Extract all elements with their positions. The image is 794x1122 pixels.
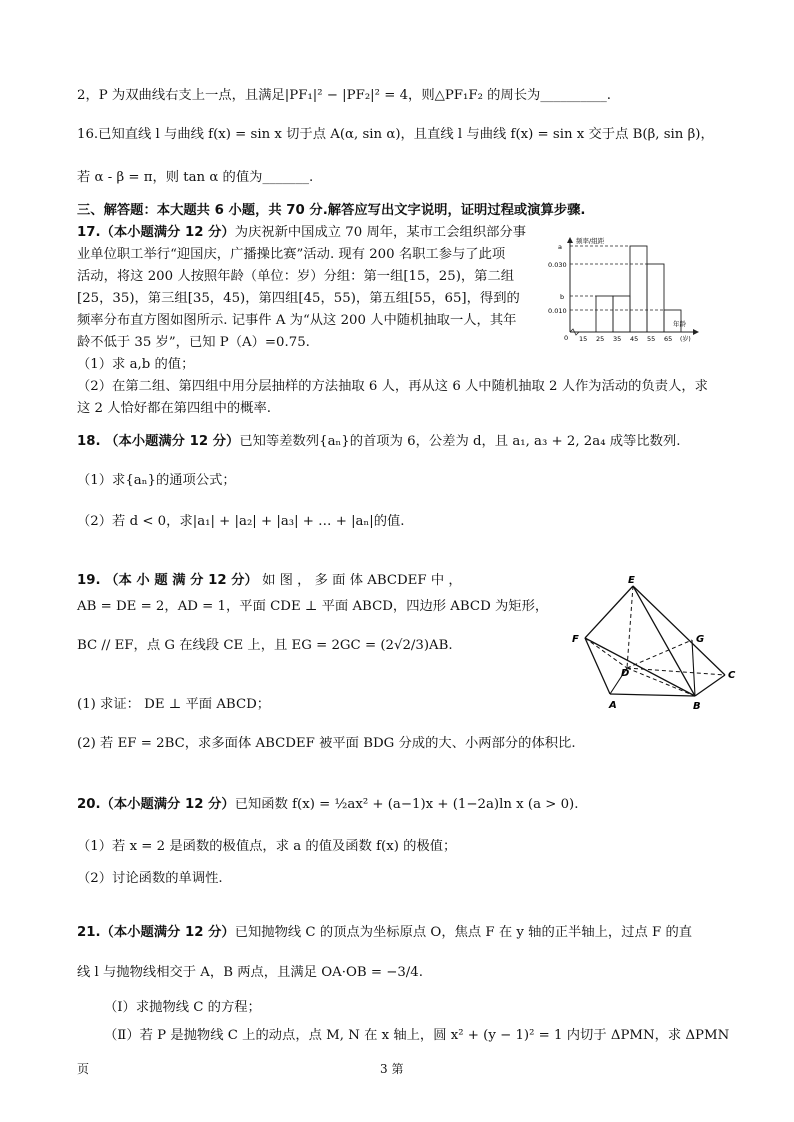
q17-line1: 17.（本小题满分 12 分）为庆祝新中国成立 70 周年，某市工会组织部分事 bbox=[77, 225, 527, 240]
label-C: C bbox=[728, 670, 736, 681]
label-E: E bbox=[628, 575, 635, 586]
histogram-ylabel: 频率/组距 bbox=[576, 237, 605, 245]
ytick-0030: 0.030 bbox=[548, 261, 567, 269]
histogram-xunit: (岁) bbox=[680, 336, 691, 343]
q19-line3: BC // EF，点 G 在线段 CE 上，且 EG = 2GC = (2√2/3)AB. bbox=[77, 638, 453, 653]
label-B: B bbox=[693, 701, 701, 712]
label-G: G bbox=[696, 634, 705, 645]
edge-AB bbox=[610, 694, 695, 696]
q17-part2-line2: 这 2 人恰好都在第四组中的概率. bbox=[77, 401, 271, 416]
q18-heading: 18. （本小题满分 12 分） bbox=[77, 434, 240, 449]
q17-heading: 17.（本小题满分 12 分） bbox=[77, 225, 235, 240]
q18-line1: 18. （本小题满分 12 分）已知等差数列{aₙ}的首项为 6，公差为 d，且 a₁, a₃ + 2, 2a₄ 成等比数列. bbox=[77, 434, 681, 449]
q16-line1: 16.已知直线 l 与曲线 f(x) = sin x 切于点 A(α, sin α)，且直线 l 与曲线 f(x) = sin x 交于点 B(β, sin β)， bbox=[77, 127, 714, 142]
q18-part2: （2）若 d < 0，求|a₁| + |a₂| + |a₃| + … + |aₙ|的值. bbox=[77, 514, 405, 529]
q15-tail: 2，P 为双曲线右支上一点，且满足|PF₁|² − |PF₂|² = 4，则△PF₁F₂ 的周长为__________. bbox=[77, 88, 612, 103]
q17-line4: [25，35)，第三组[35，45)，第四组[45，55)，第五组[55，65]，得到的 bbox=[77, 291, 520, 306]
label-A: A bbox=[609, 700, 617, 711]
label-D: D bbox=[621, 668, 630, 679]
footer-page-number: 3 第 bbox=[380, 1062, 404, 1076]
q17-part1: （1）求 a,b 的值； bbox=[77, 357, 195, 372]
edge-BG bbox=[692, 640, 695, 696]
q16-line2: 若 α - β = π，则 tan α 的值为_______. bbox=[77, 170, 314, 185]
q21-line2: 线 l 与抛物线相交于 A，B 两点，且满足 OA·OB = −3/4. bbox=[77, 965, 423, 980]
q17-line5: 频率分布直方图如图所示. 记事件 A 为“从这 200 人中随机抽取一人，其年 bbox=[77, 313, 517, 328]
q20-part2: （2）讨论函数的单调性. bbox=[77, 871, 223, 886]
q17-line6: 龄不低于 35 岁”，已知 P（A）=0.75. bbox=[77, 335, 310, 350]
ytick-b: b bbox=[560, 293, 565, 301]
q19-line2: AB = DE = 2，AD = 1，平面 CDE ⊥ 平面 ABCD，四边形 ABCD 为矩形， bbox=[77, 599, 549, 614]
xtick-15: 15 bbox=[579, 335, 588, 343]
q17-line3: 活动，将这 200 人按照年龄（单位：岁）分组：第一组[15，25)，第二组 bbox=[77, 269, 515, 284]
q21-part1: （Ⅰ）求抛物线 C 的方程； bbox=[104, 1000, 261, 1015]
q21-part2: （Ⅱ）若 P 是抛物线 C 上的动点，点 M, N 在 x 轴上，圆 x² + (y − 1)² = 1 内切于 ΔPMN，求 ΔPMN bbox=[104, 1028, 730, 1043]
xtick-65: 65 bbox=[664, 335, 673, 343]
ytick-0: 0 bbox=[564, 334, 569, 342]
q19-part1: (1) 求证： DE ⊥ 平面 ABCD； bbox=[77, 697, 271, 712]
edge-BC bbox=[695, 675, 725, 696]
edge-ED bbox=[627, 586, 633, 668]
age-histogram bbox=[545, 234, 710, 346]
q19-line1: 19. （本 小 题 满 分 12 分） 如 图 ， 多 面 体 ABCDEF 中 ， bbox=[77, 573, 462, 588]
label-F: F bbox=[572, 634, 579, 645]
edge-EC bbox=[633, 586, 725, 675]
q21-line1: 21.（本小题满分 12 分）已知抛物线 C 的顶点为坐标原点 O，焦点 F 在 y 轴的正半轴上，过点 F 的直 bbox=[77, 925, 693, 940]
q18-part1: （1）求{aₙ}的通项公式； bbox=[77, 473, 236, 488]
xtick-25: 25 bbox=[596, 335, 605, 343]
ytick-0010: 0.010 bbox=[548, 307, 567, 315]
xtick-55: 55 bbox=[647, 335, 656, 343]
xtick-45: 45 bbox=[630, 335, 639, 343]
footer-left: 页 bbox=[77, 1062, 90, 1076]
polyhedron-figure bbox=[565, 572, 740, 712]
xtick-35: 35 bbox=[613, 335, 622, 343]
q17-part2-line1: （2）在第二组、第四组中用分层抽样的方法抽取 6 人，再从这 6 人中随机抽取 2 人作为活动的负责人，求 bbox=[77, 379, 708, 394]
q17-line2: 业单位职工举行“迎国庆，广播操比赛”活动. 现有 200 名职工参与了此项 bbox=[77, 247, 506, 262]
q20-line1: 20.（本小题满分 12 分）已知函数 f(x) = ½ax² + (a−1)x + (1−2a)ln x (a > 0). bbox=[77, 797, 579, 812]
ytick-a: a bbox=[558, 243, 562, 251]
q20-part1: （1）若 x = 2 是函数的极值点，求 a 的值及函数 f(x) 的极值； bbox=[77, 839, 457, 854]
section-heading: 三、解答题：本大题共 6 小题，共 70 分.解答应写出文字说明，证明过程或演算步骤. bbox=[77, 203, 586, 218]
histogram-xlabel: 年龄 bbox=[673, 320, 686, 328]
q19-part2: (2) 若 EF = 2BC，求多面体 ABCDEF 被平面 BDG 分成的大、小两部分的体积比. bbox=[77, 736, 576, 751]
edge-EF bbox=[585, 586, 633, 638]
q21-heading: 21.（本小题满分 12 分） bbox=[77, 925, 235, 940]
q19-heading: 19. （本 小 题 满 分 12 分） bbox=[77, 573, 258, 588]
edge-DG bbox=[627, 640, 692, 668]
q20-heading: 20.（本小题满分 12 分） bbox=[77, 797, 235, 812]
